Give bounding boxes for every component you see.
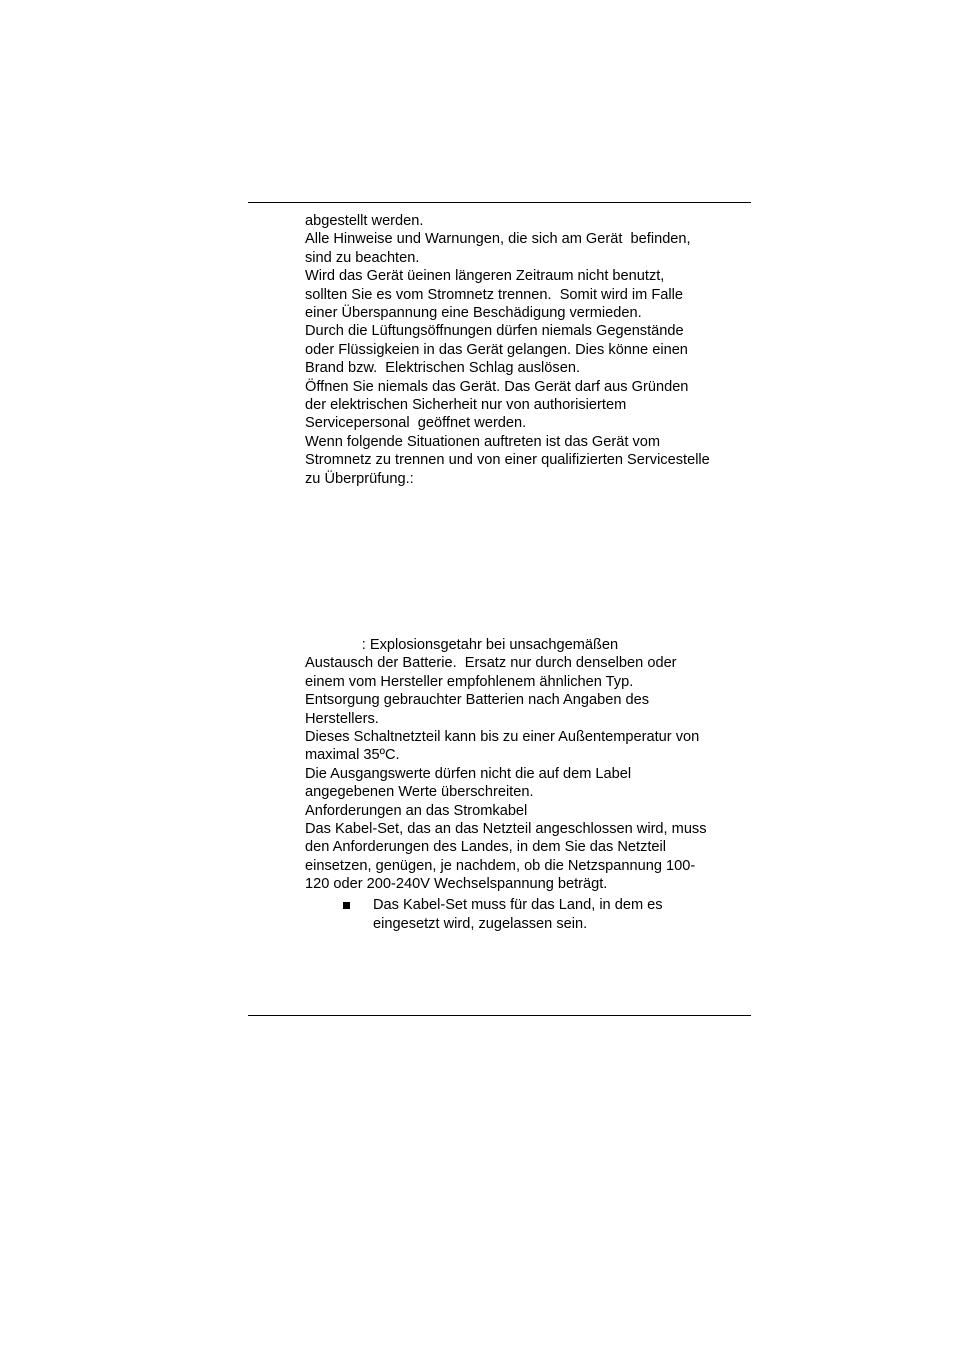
text-line: Entsorgung gebrauchter Batterien nach Angaben des (305, 692, 650, 709)
text-line: Wenn folgende Situationen auftreten ist das Gerät vom (305, 433, 661, 450)
text-line: Herstellers. (305, 710, 379, 727)
text-line: angegebenen Werte überschreiten. (305, 784, 534, 801)
text-line: oder Flüssigkeien in das Gerät gelangen. Dies könne einen (305, 341, 688, 358)
text-line: der elektrischen Sicherheit nur von authorisiertem (305, 397, 627, 414)
footer-rule (248, 1015, 751, 1016)
text-line: Durch die Lüftungsöffnungen dürfen niemals Gegenstände (305, 323, 684, 340)
text-line: Öffnen Sie niemals das Gerät. Das Gerät darf aus Gründen (305, 378, 689, 395)
text-line: sind zu beachten. (305, 249, 420, 266)
text-line: Das Kabel-Set, das an das Netzteil angeschlossen wird, muss (305, 821, 707, 838)
safety-text-block-top (305, 212, 755, 488)
text-line: Servicepersonal geöffnet werden. (305, 415, 527, 432)
text-line: 120 oder 200-240V Wechselspannung beträgt. (305, 876, 608, 893)
text-line: Austausch der Batterie. Ersatz nur durch denselben oder (305, 655, 677, 672)
text-line: Brand bzw. Elektrischen Schlag auslösen. (305, 360, 581, 377)
header-rule (248, 202, 751, 203)
text-line: Das Kabel-Set muss für das Land, in dem es (373, 897, 663, 913)
text-line: eingesetzt wird, zugelassen sein. (373, 916, 588, 932)
text-line: maximal 35ºC. (305, 747, 400, 764)
text-line: abgestellt werden. (305, 213, 424, 229)
text-line: Dieses Schaltnetzteil kann bis zu einer Außentemperatur von (305, 729, 700, 746)
bullet-text (373, 896, 663, 934)
text-line: Wird das Gerät üeinen längeren Zeitraum nicht benutzt, (305, 268, 665, 285)
text-line: Die Ausgangswerte dürfen nicht die auf dem Label (305, 765, 632, 782)
text-line: einem vom Hersteller empfohlenem ähnlichen Typ. (305, 673, 634, 690)
square-bullet-icon (343, 902, 350, 909)
text-line: sollten Sie es vom Stromnetz trennen. Somit wird im Falle (305, 286, 683, 303)
text-line: zu Überprüfung.: (305, 470, 414, 487)
text-line: den Anforderungen des Landes, in dem Sie das Netzteil (305, 839, 667, 856)
text-line: Alle Hinweise und Warnungen, die sich am Gerät befinden, (305, 231, 691, 248)
text-line: : Explosionsgetahr bei unsachgemäßen (305, 637, 619, 653)
text-line: einer Überspannung eine Beschädigung vermieden. (305, 305, 642, 322)
safety-text-block-bottom (305, 636, 755, 894)
text-line: Stromnetz zu trennen und von einer qualifizierten Servicestelle (305, 452, 710, 469)
text-line: einsetzen, genügen, je nachdem, ob die Netzspannung 100- (305, 857, 696, 874)
text-line: Anforderungen an das Stromkabel (305, 802, 528, 819)
